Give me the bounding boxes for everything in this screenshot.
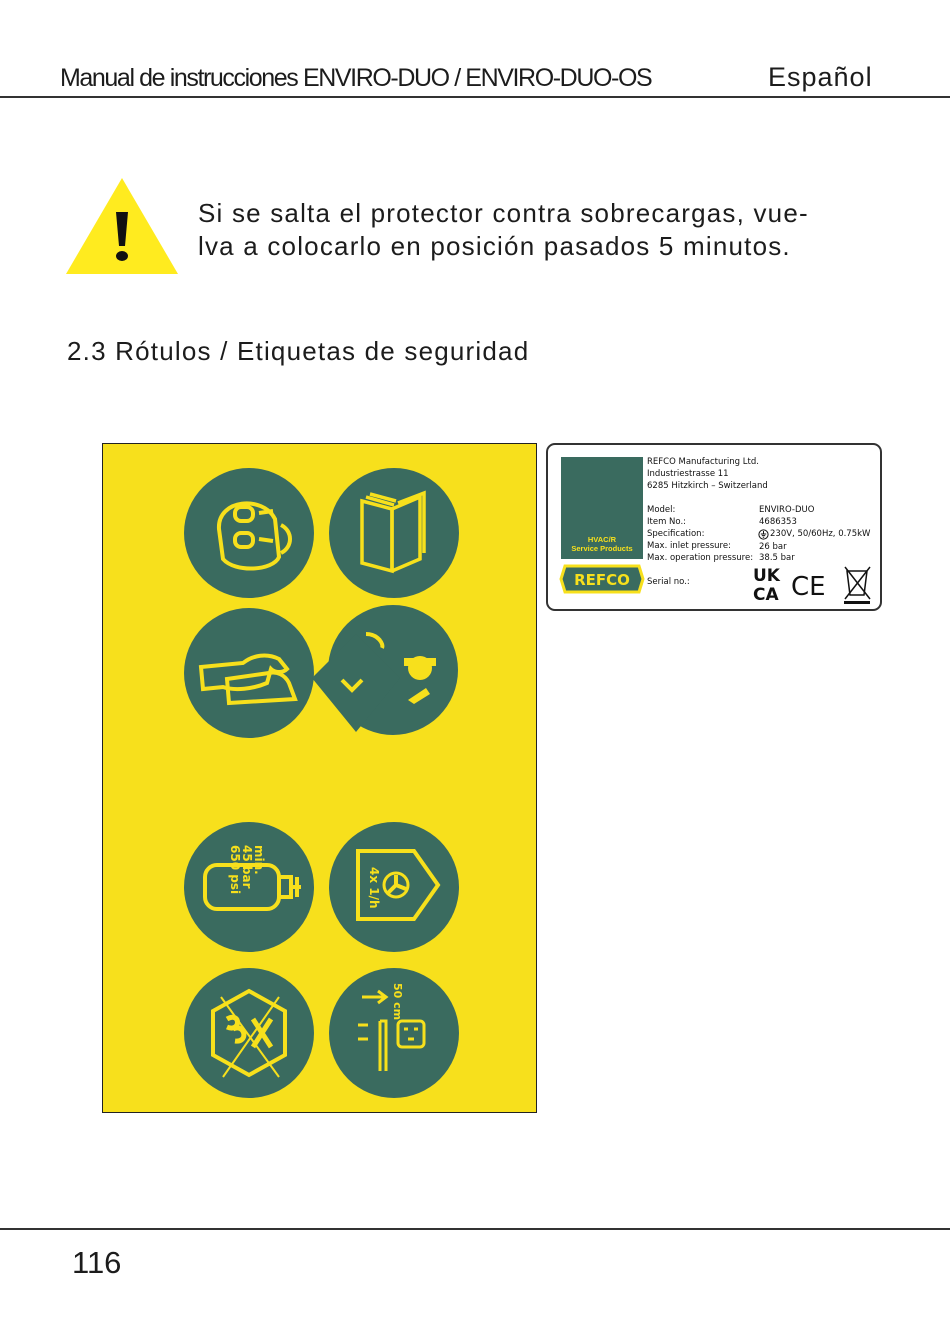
- clearance-icon: [328, 967, 460, 1099]
- hvac-badge-line-2: Service Products: [571, 544, 633, 553]
- safety-label-panel: [102, 443, 537, 1113]
- warning-line-2: lva a colocarlo en posición pasados 5 minutos.: [198, 231, 791, 261]
- inlet-pressure-label: Max. inlet pressure:: [647, 541, 731, 551]
- item-no-value: 4686353: [759, 517, 797, 527]
- nameplate-label: [546, 443, 882, 611]
- cylinder-text-2: 45 bar: [240, 845, 254, 889]
- hvac-badge-line-1: HVAC/R: [587, 535, 617, 544]
- item-no-label: Item No.:: [647, 517, 687, 527]
- section-heading: 2.3 Rótulos / Etiquetas de seguridad: [67, 336, 530, 366]
- cylinder-text-1: min.: [252, 845, 266, 875]
- warning-text: [198, 197, 809, 263]
- model-label: Model:: [647, 505, 676, 515]
- specification-value: 230V, 50/60Hz, 0.75kW: [770, 529, 871, 539]
- ce-mark: CE: [791, 572, 826, 602]
- qualified-technician-icon: [308, 604, 458, 744]
- read-manual-icon: [328, 467, 460, 599]
- weee-bin-icon: [845, 567, 870, 599]
- gloves-icon: [183, 607, 315, 739]
- company-name: REFCO Manufacturing Ltd.: [647, 457, 759, 467]
- company-city: 6285 Hitzkirch – Switzerland: [647, 481, 768, 491]
- ukca-mark-top: UK: [753, 566, 780, 586]
- no-explosive-atmosphere-icon: [183, 967, 315, 1099]
- ground-icon: [758, 529, 769, 540]
- manual-title: Manual de instrucciones ENVIRO-DUO / ENVIRO-DUO-OS: [60, 64, 652, 92]
- ukca-mark-bottom: CA: [753, 585, 779, 605]
- refco-logo: [559, 560, 645, 598]
- cylinder-text-3: 650 psi: [228, 845, 242, 895]
- footer-divider: [0, 1228, 950, 1230]
- serial-label: Serial no.:: [647, 577, 690, 587]
- operation-pressure-label: Max. operation pressure:: [647, 553, 754, 563]
- refco-logo-text: REFCO: [574, 571, 630, 589]
- hvac-badge: [561, 535, 643, 553]
- specification-label: Specification:: [647, 529, 705, 539]
- company-street: Industriestrasse 11: [647, 469, 729, 479]
- operation-pressure-value: 38.5 bar: [759, 553, 795, 563]
- model-value: ENVIRO-DUO: [759, 505, 815, 515]
- face-shield-icon: [183, 467, 315, 599]
- clearance-text: 50 cm: [391, 983, 404, 1021]
- ventilation-text: 4x 1/h: [367, 867, 381, 909]
- warning-line-1: Si se salta el protector contra sobrecargas, vue-: [198, 198, 809, 228]
- warning-triangle-icon: [64, 176, 180, 276]
- page-number: 116: [72, 1245, 122, 1280]
- conformity-marks: [753, 563, 875, 605]
- ventilation-icon: [328, 821, 460, 953]
- header-divider: [0, 96, 950, 98]
- language-label: Español: [768, 62, 873, 92]
- inlet-pressure-value: 26 bar: [759, 542, 787, 552]
- cylinder-pressure-icon: [183, 821, 315, 953]
